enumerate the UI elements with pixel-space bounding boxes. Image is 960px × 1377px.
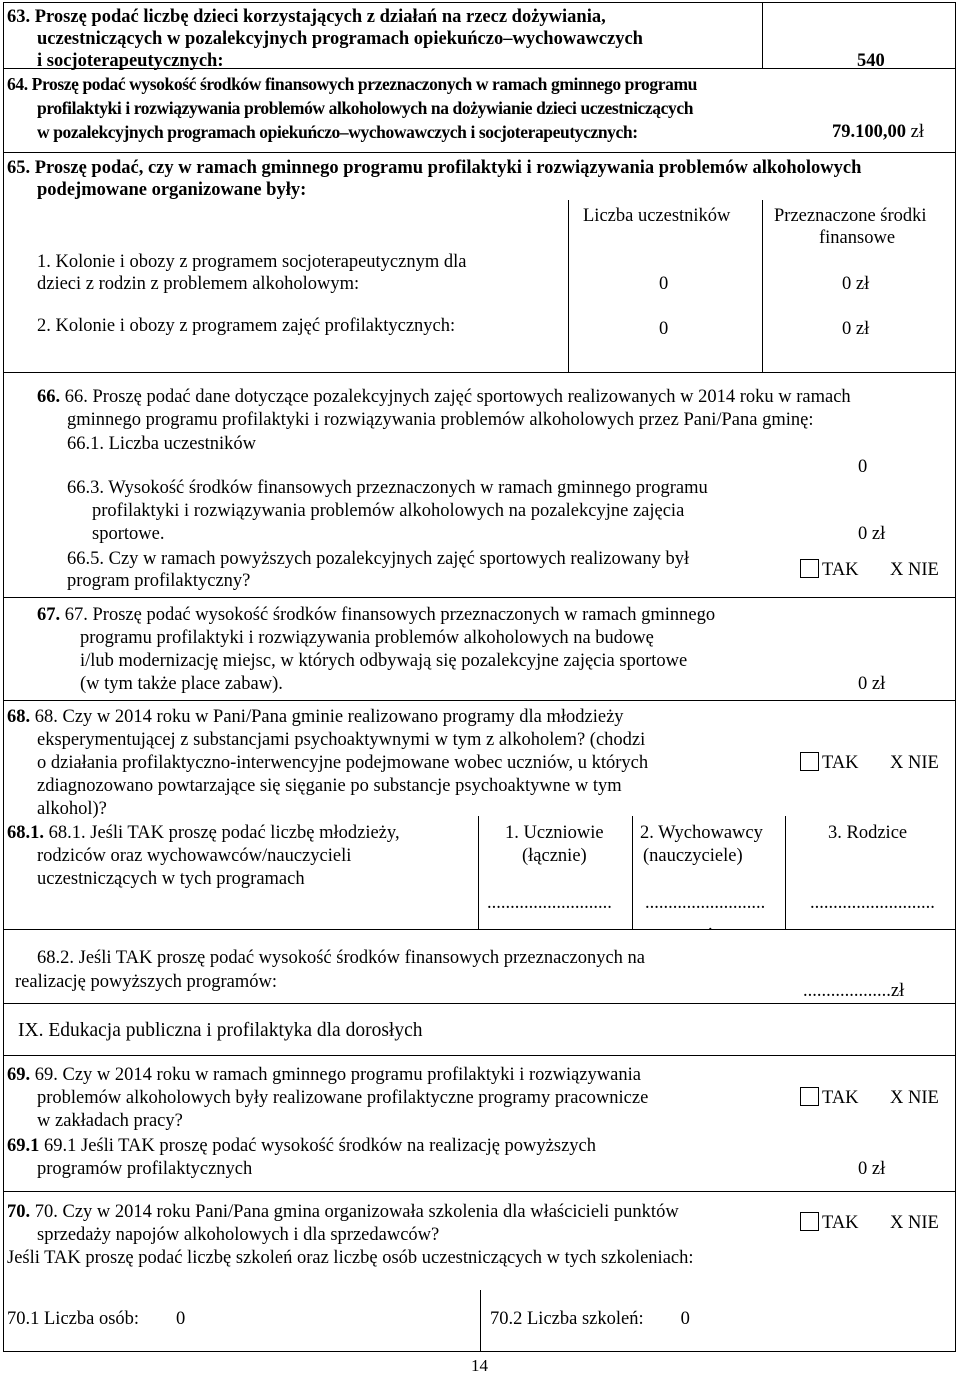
q69-tak-checkbox[interactable] <box>800 1087 819 1106</box>
q64-amount: 79.100,00 <box>832 122 906 142</box>
q70-nie-label[interactable]: X NIE <box>890 1213 939 1233</box>
q68-1-col-teachers-2: (nauczyciele) <box>643 846 743 866</box>
q70-line-2: sprzedaży napojów alkoholowych i dla sprzedawców? <box>37 1225 440 1245</box>
q69-line-1: 69. 69. Czy w 2014 roku w ramach gminnego programu profilaktyki i rozwiązywania <box>7 1065 641 1085</box>
q69-line-2: problemów alkoholowych były realizowane profilaktyczne programy pracownicze <box>37 1088 649 1108</box>
q66-5-nie-label[interactable]: X NIE <box>890 560 939 580</box>
page-number: 14 <box>471 1356 488 1375</box>
q65-line-2: podejmowane organizowane były: <box>37 180 307 200</box>
q66-5-line-2: program profilaktyczny? <box>67 571 251 591</box>
q66-1-value[interactable]: 0 <box>858 457 868 477</box>
q63-line-3: i socjoterapeutycznych: <box>37 51 224 71</box>
q64-line-2: profilaktyki i rozwiązywania problemów alkoholowych na dożywianie dzieci uczestniczących <box>37 98 694 118</box>
q68-line-5: alkohol)? <box>37 799 107 819</box>
q66-3-line-1: 66.3. Wysokość środków finansowych przeznaczonych w ramach gminnego programu <box>67 478 708 498</box>
q68-1-parents-value[interactable]: ........................... <box>810 893 935 913</box>
q68-nie-label[interactable]: X NIE <box>890 753 939 773</box>
q68-tak-checkbox[interactable] <box>800 752 819 771</box>
q65-row1-funds[interactable]: 0 zł <box>842 274 870 294</box>
q66-5-tak-label: TAK <box>822 560 859 580</box>
q65-row2-label: 2. Kolonie i obozy z programem zajęć profilaktycznych: <box>37 316 456 336</box>
q69-1-value[interactable]: 0 zł <box>858 1159 886 1179</box>
q68-1-teachers-dot: . <box>708 915 713 935</box>
q67-line-4: (w tym także place zabaw). <box>80 674 283 694</box>
q69-nie-label[interactable]: X NIE <box>890 1088 939 1108</box>
section-ix-heading: IX. Edukacja publiczna i profilaktyka dla dorosłych <box>18 1020 423 1041</box>
q64-value[interactable] <box>832 121 924 143</box>
q70-followup: Jeśli TAK proszę podać liczbę szkoleń oraz liczbę osób uczestniczących w tych szkoleniach: <box>7 1248 694 1268</box>
q66-1-label: 66.1. Liczba uczestników <box>67 434 257 454</box>
q68-2-line-2: realizację powyższych programów: <box>15 972 277 992</box>
q67-line-1: 67. 67. Proszę podać wysokość środków finansowych przeznaczonych w ramach gminnego <box>37 605 716 625</box>
q69-tak-label: TAK <box>822 1088 859 1108</box>
q68-1-col-teachers-1: 2. Wychowawcy <box>640 823 763 843</box>
q70-line-1: 70. 70. Czy w 2014 roku Pani/Pana gmina organizowała szkolenia dla właścicieli punktów <box>7 1202 679 1222</box>
q68-1-students-value[interactable]: ........................... <box>487 893 612 913</box>
q70-tak-checkbox[interactable] <box>800 1212 819 1231</box>
q68-line-2: eksperymentującej z substancjami psychoaktywnymi w tym z alkoholem? (chodzi <box>37 730 646 750</box>
q67-line-3: i/lub modernizację miejsc, w których odbywają się pozalekcyjne zajęcia sportowe <box>80 651 688 671</box>
q65-col-funds-2: finansowe <box>819 228 896 248</box>
q66-3-line-2: profilaktyki i rozwiązywania problemów alkoholowych na pozalekcyjne zajęcia <box>92 501 685 521</box>
q68-line-4: zdiagnozowano powtarzające się sięganie po substancje psychoaktywne w tym <box>37 776 622 796</box>
q64-unit: zł <box>910 122 924 142</box>
q63-line-1: 63. Proszę podać liczbę dzieci korzystających z działań na rzecz dożywiania, <box>7 7 606 27</box>
q68-1-col-students-2: (łącznie) <box>522 846 587 866</box>
q70-tak-label: TAK <box>822 1213 859 1233</box>
q69-1-line-2: programów profilaktycznych <box>37 1159 253 1179</box>
q68-1-teachers-value[interactable]: .......................... <box>645 893 766 913</box>
q65-row2-funds[interactable]: 0 zł <box>842 319 870 339</box>
q65-row1-label-1: 1. Kolonie i obozy z programem socjoterapeutycznym dla <box>37 252 467 272</box>
q69-1-line-1: 69.1 69.1 Jeśli TAK proszę podać wysokość środków na realizację powyższych <box>7 1136 596 1156</box>
q70-1-persons[interactable]: 70.1 Liczba osób: 0 <box>7 1309 186 1329</box>
q66-line-2: gminnego programu profilaktyki i rozwiązywania problemów alkoholowych przez Pani/Pana gminę: <box>67 410 814 430</box>
q63-line-2: uczestniczących w pozalekcyjnych programach opiekuńczo–wychowawczych <box>37 29 643 49</box>
q64-line-1: 64. Proszę podać wysokość środków finansowych przeznaczonych w ramach gminnego programu <box>7 74 697 94</box>
q66-line-1: 66. 66. Proszę podać dane dotyczące pozalekcyjnych zajęć sportowych realizowanych w 2014 roku w ramach <box>37 387 851 407</box>
q65-line-1: 65. Proszę podać, czy w ramach gminnego programu profilaktyki i rozwiązywania problemów alkoholowych <box>7 158 862 178</box>
q65-col-funds-1: Przeznaczone środki <box>774 206 927 226</box>
q68-1-line-2: rodziców oraz wychowawców/nauczycieli <box>37 846 352 866</box>
q64-line-3: w pozalekcyjnych programach opiekuńczo–wychowawczych i socjoterapeutycznych: <box>37 122 638 142</box>
q68-line-3: o działania profilaktyczno-interwencyjne podejmowane wobec uczniów, u których <box>37 753 649 773</box>
q67-line-2: programu profilaktyki i rozwiązywania problemów alkoholowych na budowę <box>80 628 654 648</box>
q65-row1-participants[interactable]: 0 <box>659 274 669 294</box>
q68-2-line-1: 68.2. Jeśli TAK proszę podać wysokość środków finansowych przeznaczonych na <box>37 948 645 968</box>
q66-3-value[interactable]: 0 zł <box>858 524 886 544</box>
q68-1-line-1: 68.1. 68.1. Jeśli TAK proszę podać liczbę młodzieży, <box>7 823 400 843</box>
q68-1-col-parents: 3. Rodzice <box>828 823 908 843</box>
q68-2-value[interactable]: ...................zł <box>803 981 905 1001</box>
q69-line-3: w zakładach pracy? <box>37 1111 183 1131</box>
q68-tak-label: TAK <box>822 753 859 773</box>
q68-line-1: 68. 68. Czy w 2014 roku w Pani/Pana gminie realizowano programy dla młodzieży <box>7 707 624 727</box>
q68-1-line-3: uczestniczących w tych programach <box>37 869 305 889</box>
q65-row1-label-2: dzieci z rodzin z problemem alkoholowym: <box>37 274 360 294</box>
q66-3-line-3: sportowe. <box>92 524 165 544</box>
q63-value[interactable]: 540 <box>857 51 885 71</box>
q65-row2-participants[interactable]: 0 <box>659 319 669 339</box>
q70-2-trainings[interactable]: 70.2 Liczba szkoleń: 0 <box>490 1309 690 1329</box>
q66-5-line-1: 66.5. Czy w ramach powyższych pozalekcyjnych zajęć sportowych realizowany był <box>67 549 690 569</box>
q65-col-participants: Liczba uczestników <box>583 206 731 226</box>
q66-5-tak-checkbox[interactable] <box>800 559 819 578</box>
q68-1-col-students-1: 1. Uczniowie <box>505 823 604 843</box>
q67-value[interactable]: 0 zł <box>858 674 886 694</box>
